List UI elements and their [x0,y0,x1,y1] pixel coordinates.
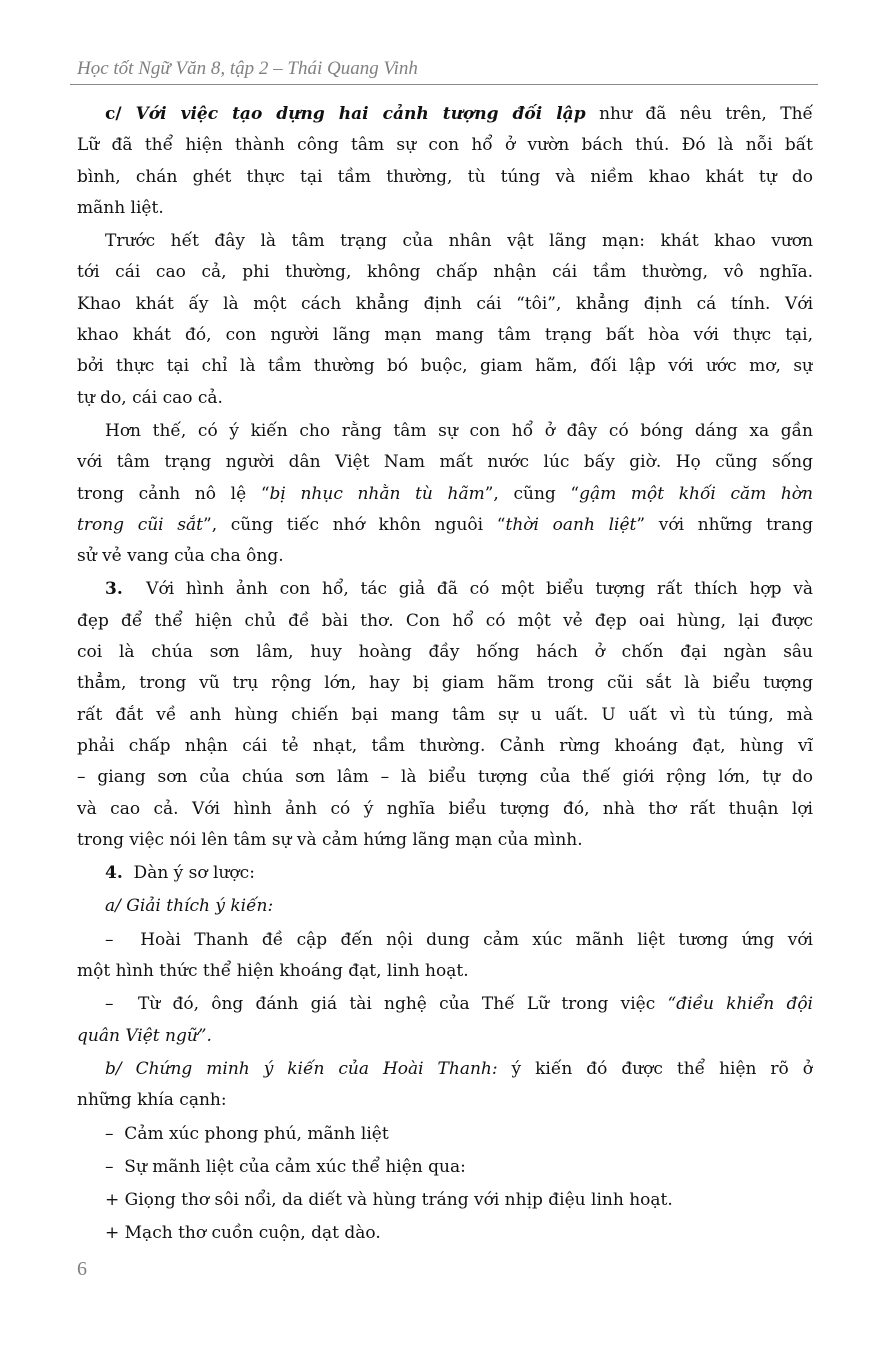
text-line [77,510,813,541]
paragraph [77,858,813,889]
text-line [77,858,813,889]
text-line [77,794,813,825]
text-segment: Trước hết đây là tâm trạng của nhân vật lãng mạn: khát khao vươn [105,231,813,252]
paragraph [77,1185,813,1216]
text-segment: + Mạch thơ cuồn cuộn, dạt dào. [105,1223,381,1244]
text-segment: b/ Chứng minh ý kiến của Hoài Thanh: [105,1058,498,1079]
text-segment: khao khát đó, con người lãng mạn mang tâm trạng bất hòa với thực tại, [77,325,813,346]
text-segment: đẹp để thể hiện chủ đề bài thơ. Con hổ có một vẻ đẹp oai hùng, lại được [77,610,813,631]
text-line [77,416,813,447]
text-segment: một hình thức thể hiện khoáng đạt, linh hoạt. [77,961,469,982]
text-segment: thời oanh liệt [505,514,637,535]
text-segment: Dàn ý sơ lược: [122,863,255,884]
text-segment: Khao khát ấy là một cách khẳng định cái “tôi”, khẳng định cá tính. Với [77,293,813,314]
text-line [77,541,813,572]
text-segment: ” với những trang [636,514,813,535]
text-line [77,574,813,605]
text-segment: và cao cả. Với hình ảnh có ý nghĩa biểu tượng đó, nhà thơ rất thuận lợi [77,798,813,819]
text-line [77,1152,813,1183]
paragraph [77,226,813,414]
text-line [77,1119,813,1150]
paragraph [77,1152,813,1183]
paragraph [77,416,813,572]
text-segment: bởi thực tại chỉ là tầm thường bó buộc, giam hãm, đối lập với ước mơ, sự [77,356,813,377]
text-segment: tự do, cái cao cả. [77,387,223,408]
text-segment: Hơn thế, có ý kiến cho rằng tâm sự con hổ ở đây có bóng dáng xa gần [105,420,813,441]
text-segment: như đã nêu trên, Thế [585,104,813,124]
text-segment: thẳm, trong vũ trụ rộng lớn, hay bị giam hãm trong cũi sắt là biểu tượng [77,673,813,694]
text-line [77,193,813,224]
text-line [77,762,813,793]
text-segment: + Giọng thơ sôi nổi, da diết và hùng tráng với nhịp điệu linh hoạt. [105,1190,673,1211]
text-segment: 3. [105,579,123,600]
text-line [77,891,813,922]
text-line [77,637,813,668]
text-segment: quân Việt ngữ”. [77,1025,212,1046]
text-line [77,99,813,130]
text-line [77,1185,813,1216]
text-segment: những khía cạnh: [77,1090,227,1111]
text-line [77,989,813,1020]
text-segment: Với việc tạo dựng hai cảnh tượng đối lập [135,104,586,124]
text-line [77,351,813,382]
text-segment: sử vẻ vang của cha ông. [77,546,284,567]
running-header: Học tốt Ngữ Văn 8, tập 2 – Thái Quang Vinh [77,58,418,79]
text-segment: bình, chán ghét thực tại tầm thường, tù túng và niềm khao khát tự do [77,166,813,187]
text-segment: a/ Giải thích ý kiến: [105,896,274,917]
text-line [77,130,813,161]
text-line [77,606,813,637]
text-line [77,700,813,731]
text-segment: trong cảnh nô lệ “ [77,483,270,504]
page-body [77,97,813,1250]
text-segment: rất đắt về anh hùng chiến bại mang tâm sự u uất. U uất vì tù túng, mà [77,704,813,725]
text-segment: trong việc nói lên tâm sự và cảm hứng lãng mạn của mình. [77,829,583,850]
paragraph [77,1119,813,1150]
text-segment: gậm một khối căm hờn [579,483,813,504]
text-segment: 4. [105,863,123,884]
paragraph [77,989,813,1052]
text-line [77,226,813,257]
text-segment: ý kiến đó được thể hiện rõ ở [497,1058,813,1079]
text-segment: tới cái cao cả, phi thường, không chấp nhận cái tầm thường, vô nghĩa. [77,262,813,283]
text-segment: coi là chúa sơn lâm, huy hoàng đầy hống hách ở chốn đại ngàn sâu [77,642,813,663]
page-number: 6 [77,1258,87,1280]
text-line [77,925,813,956]
text-segment: – Hoài Thanh đề cập đến nội dung cảm xúc mãnh liệt tương ứng với [105,929,813,950]
paragraph [77,891,813,922]
text-line [77,447,813,478]
text-segment: c/ [105,104,136,124]
text-line [77,162,813,193]
text-segment: Lữ đã thể hiện thành công tâm sự con hổ ở vườn bách thú. Đó là nỗi bất [77,135,813,156]
text-segment: mãnh liệt. [77,197,164,218]
text-line [77,1085,813,1116]
text-segment: – Từ đó, ông đánh giá tài nghệ của Thế Lữ trong việc [105,994,668,1015]
text-segment: Với hình ảnh con hổ, tác giả đã có một biểu tượng rất thích hợp và [122,579,813,600]
text-segment: “điều khiển đội [667,994,813,1015]
text-line [77,668,813,699]
text-line [77,257,813,288]
text-line [77,731,813,762]
text-segment: bị nhục nhằn tù hãm [269,483,485,504]
text-segment: với tâm trạng người dân Việt Nam mất nước lúc bấy giờ. Họ cũng sống [77,452,813,473]
paragraph [77,574,813,856]
text-segment: ”, cũng “ [484,483,580,504]
text-line [77,825,813,856]
text-line [77,956,813,987]
text-segment: – giang sơn của chúa sơn lâm – là biểu tượng của thế giới rộng lớn, tự do [77,767,813,788]
text-line [77,320,813,351]
paragraph [77,1054,813,1117]
text-segment: – Sự mãnh liệt của cảm xúc thể hiện qua: [105,1156,466,1177]
paragraph [77,1218,813,1249]
paragraph [77,99,813,224]
text-line [77,1021,813,1052]
paragraph [77,925,813,988]
text-line [77,1054,813,1085]
text-line [77,479,813,510]
text-segment: ”, cũng tiếc nhớ khôn nguôi “ [203,514,506,535]
header-rule [70,84,818,85]
text-line [77,289,813,320]
text-line [77,1218,813,1249]
text-segment: phải chấp nhận cái tẻ nhạt, tầm thường. Cảnh rừng khoáng đạt, hùng vĩ [77,735,813,756]
text-segment: trong cũi sắt [77,514,203,535]
text-line [77,383,813,414]
text-segment: – Cảm xúc phong phú, mãnh liệt [105,1123,389,1144]
